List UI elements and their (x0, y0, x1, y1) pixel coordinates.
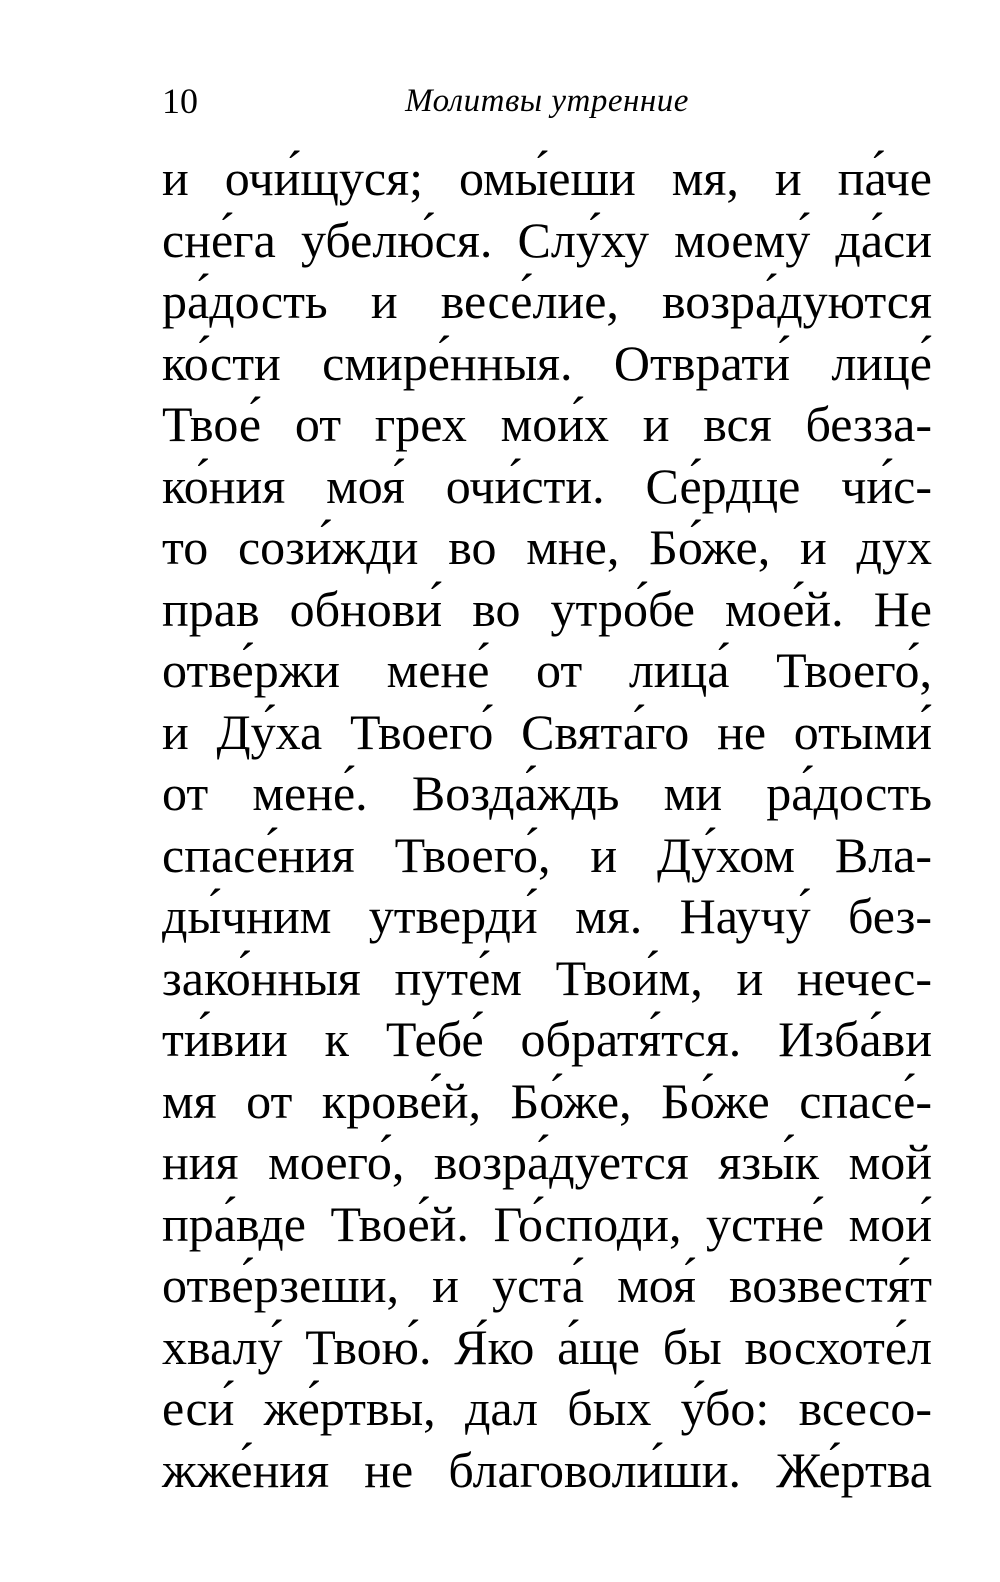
text-line: спасе́ния Твоего́, и Ду́хом Вла- (162, 826, 932, 883)
text-line: ко́сти смире́нныя. Отврати́ лице́ (162, 334, 932, 391)
text-line: и очи́щуся; омы́еши мя, и па́че (162, 150, 932, 206)
text-line: сне́га убелю́ся. Слу́ху моему́ да́си (162, 211, 932, 268)
text-line: ния моего́, возра́дуется язы́к мой (162, 1134, 932, 1190)
text-line: то сози́жди во мне, Бо́же, и дух (162, 519, 932, 575)
text-line: и Ду́ха Твоего́ Свята́го не отыми́ (162, 703, 932, 760)
running-head (162, 76, 932, 126)
text-line: мя от крове́й, Бо́же, Бо́же спасе́- (162, 1072, 932, 1129)
page-number: 10 (162, 81, 198, 121)
text-line: отве́рзеши, и уста́ моя́ возвестя́т (162, 1257, 932, 1313)
text-line: жже́ния не благоволи́ши. Же́ртва (162, 1441, 932, 1498)
text-line: ды́чним утверди́ мя. Научу́ без- (162, 888, 932, 944)
text-line: ко́ния моя́ очи́сти. Се́рдце чи́с- (162, 457, 932, 514)
text-line: от мене́. Возда́ждь ми ра́дость (162, 765, 932, 821)
text-line: пра́вде Твое́й. Го́споди, устне́ мои́ (162, 1195, 932, 1252)
text-line: отве́ржи мене́ от лица́ Твоего́, (162, 642, 932, 698)
text-line: зако́нныя путе́м Твои́м, и нечес- (162, 949, 932, 1006)
prayer-text (162, 148, 932, 1501)
text-line: Твое́ от грех мои́х и вся безза- (162, 396, 932, 452)
text-line: ра́дость и весе́лие, возра́дуются (162, 273, 932, 329)
running-title: Молитвы утренние (405, 83, 689, 119)
text-line: ти́вии к Тебе́ обратя́тся. Изба́ви (162, 1011, 932, 1067)
text-line: прав обнови́ во утро́бе мое́й. Не (162, 580, 932, 637)
text-line: хвалу́ Твою́. Я́ко а́ще бы восхоте́л (162, 1318, 932, 1375)
text-line: еси́ же́ртвы, дал бых у́бо: всесо- (162, 1380, 932, 1436)
